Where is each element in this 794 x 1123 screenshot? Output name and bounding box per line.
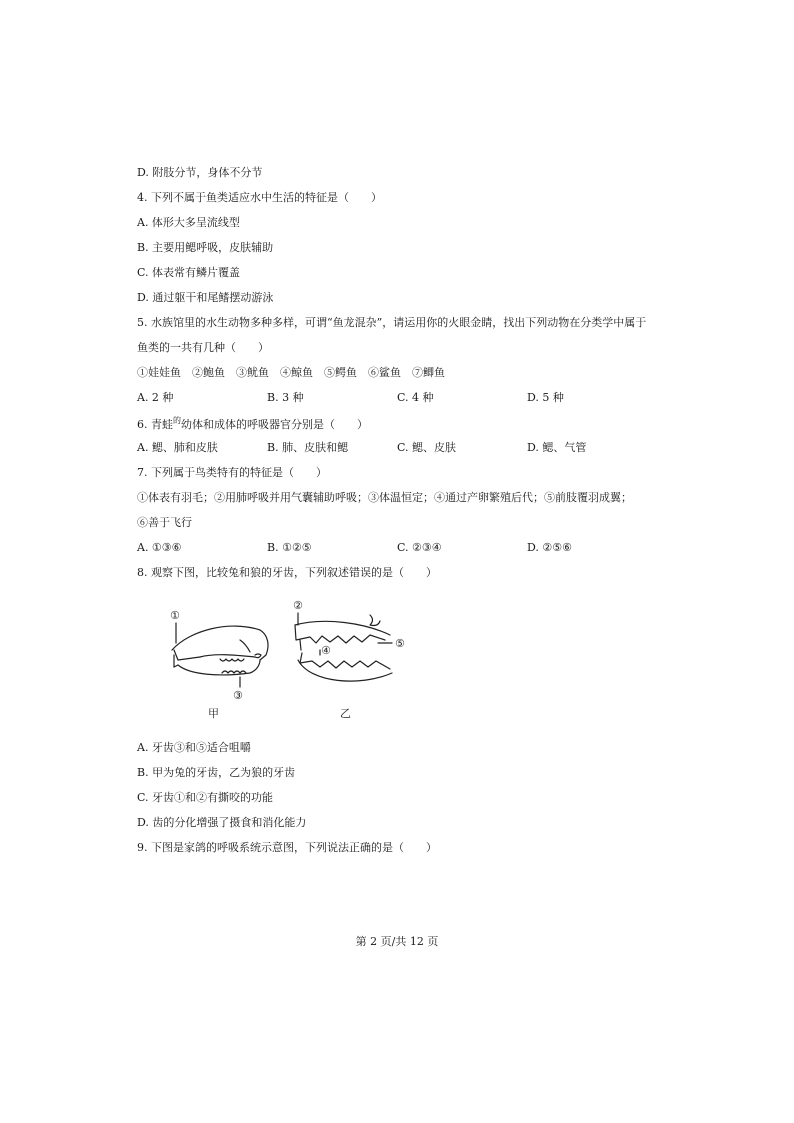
q6-option-b: B. 肺、皮肤和鳃 — [267, 441, 349, 454]
question-7: 7. 下列属于鸟类特有的特征是（ ） — [137, 466, 327, 479]
q4-option-d: D. 通过躯干和尾鳍摆动游泳 — [137, 291, 274, 304]
question-9: 9. 下图是家鸽的呼吸系统示意图，下列说法正确的是（ ） — [137, 841, 437, 854]
q6-superscript: 的 — [173, 416, 181, 425]
label-1: ① — [170, 609, 180, 622]
q7-option-b: B. ①②⑤ — [267, 541, 312, 554]
question-4: 4. 下列不属于鱼类适应水中生活的特征是（ ） — [137, 191, 382, 204]
rabbit-skull-drawing — [172, 623, 268, 687]
label-2: ② — [293, 599, 303, 612]
q5-option-c: C. 4 种 — [397, 391, 434, 404]
caption-yi: 乙 — [340, 707, 351, 720]
q8-option-b: B. 甲为兔的牙齿，乙为狼的牙齿 — [137, 766, 296, 779]
page-number-footer: 第 2 页/共 12 页 — [355, 935, 439, 948]
q7-option-d: D. ②⑤⑥ — [527, 541, 573, 554]
q8-option-d: D. 齿的分化增强了摄食和消化能力 — [137, 816, 307, 829]
q3-option-d: D. 附肢分节，身体不分节 — [137, 166, 263, 179]
question-8: 8. 观察下图，比较兔和狼的牙齿，下列叙述错误的是（ ） — [137, 566, 437, 579]
q6-option-d: D. 鳃、气管 — [527, 441, 587, 454]
label-4: ④ — [321, 644, 331, 657]
q6-option-a: A. 鳃、肺和皮肤 — [137, 441, 218, 454]
q5-option-a: A. 2 种 — [137, 391, 174, 404]
q7-option-c: C. ②③④ — [397, 541, 442, 554]
label-5: ⑤ — [395, 637, 405, 650]
question-5-line-1: 5. 水族馆里的水生动物多种多样，可谓“鱼龙混杂”，请运用你的火眼金睛，找出下列动物在分类学中属于 — [137, 316, 647, 329]
q4-option-c: C. 体表常有鳞片覆盖 — [137, 266, 241, 279]
question-6: 6. 青蛙$^的$幼体和成体的呼吸器官分别是（ ） — [137, 416, 368, 431]
q8-option-a: A. 牙齿③和⑤适合咀嚼 — [137, 741, 251, 754]
q7-option-a: A. ①③⑥ — [137, 541, 182, 554]
teeth-figure — [160, 595, 430, 725]
q7-statements-line-1: ①体表有羽毛；②用肺呼吸并用气囊辅助呼吸；③体温恒定；④通过产卵繁殖后代；⑤前肢覆羽成翼； — [137, 491, 632, 504]
q4-option-b: B. 主要用鳃呼吸，皮肤辅助 — [137, 241, 274, 254]
q5-animal-list: ①娃娃鱼 ②鲍鱼 ③鱿鱼 ④鲸鱼 ⑤鳄鱼 ⑥鲨鱼 ⑦鲫鱼 — [137, 366, 445, 379]
q6-option-c: C. 鳃、皮肤 — [397, 441, 457, 454]
q4-option-a: A. 体形大多呈流线型 — [137, 216, 240, 229]
q7-statements-line-2: ⑥善于飞行 — [137, 516, 192, 529]
q8-option-c: C. 牙齿①和②有撕咬的功能 — [137, 791, 274, 804]
q5-option-b: B. 3 种 — [267, 391, 304, 404]
q5-option-d: D. 5 种 — [527, 391, 564, 404]
question-5-line-2: 鱼类的一共有几种（ ） — [137, 341, 269, 354]
caption-jia: 甲 — [208, 707, 219, 720]
label-3: ③ — [233, 689, 243, 702]
wolf-skull-drawing — [295, 613, 392, 681]
